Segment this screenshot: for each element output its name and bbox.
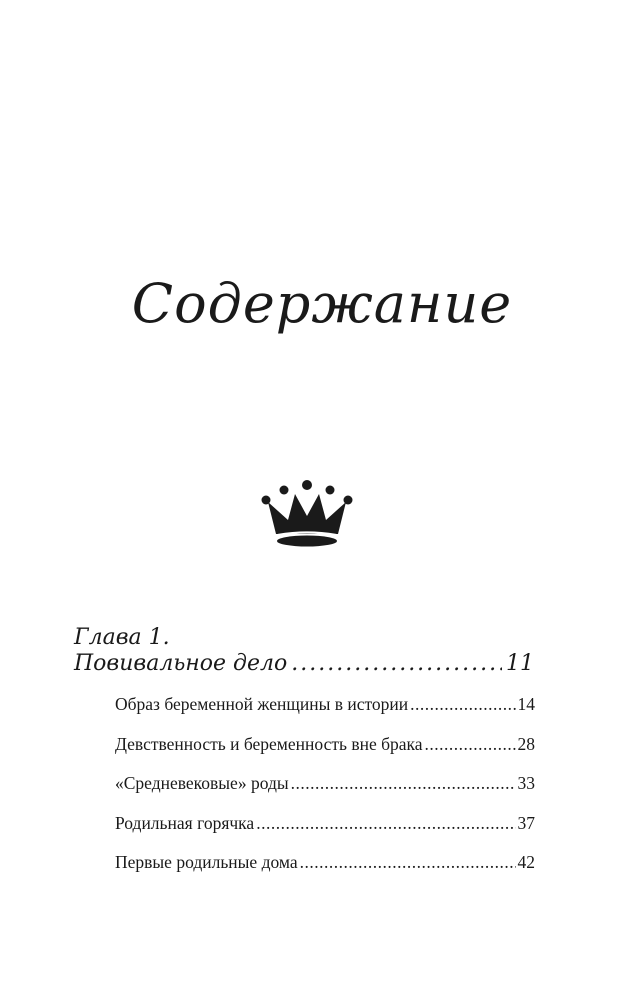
toc-list bbox=[115, 694, 535, 892]
toc-item bbox=[115, 694, 535, 734]
toc-item-title: Первые родильные дома bbox=[115, 852, 298, 872]
toc-item-page: 42 bbox=[517, 852, 535, 872]
toc-item-title: Родильная горячка bbox=[115, 812, 255, 833]
toc-item-title: Образ беременной женщины в истории bbox=[115, 694, 409, 714]
chapter-heading bbox=[74, 625, 534, 677]
chapter-label: Глава 1. bbox=[74, 625, 170, 650]
toc-item-page: 37 bbox=[517, 812, 535, 833]
dot-leader bbox=[291, 773, 516, 794]
toc-item-page: 14 bbox=[517, 694, 535, 714]
toc-item-page: 28 bbox=[517, 733, 535, 754]
chapter-entry bbox=[74, 651, 534, 677]
toc-item bbox=[115, 852, 535, 892]
dot-leader bbox=[425, 734, 516, 755]
toc-item-page: 33 bbox=[517, 773, 535, 793]
dot-leader bbox=[256, 813, 515, 834]
toc-item-title: Девственность и беременность вне брака bbox=[115, 733, 423, 754]
toc-item bbox=[115, 773, 535, 813]
dot-leader bbox=[300, 852, 516, 873]
chapter-page-number: 11 bbox=[506, 651, 534, 676]
toc-item-title: «Средневековые» роды bbox=[115, 773, 289, 793]
crown-icon bbox=[258, 476, 356, 548]
dot-leader bbox=[291, 651, 502, 677]
chapter-name: Повивальное дело bbox=[74, 651, 288, 676]
page-title: Содержание bbox=[131, 272, 513, 335]
dot-leader bbox=[410, 694, 515, 715]
toc-item bbox=[115, 734, 535, 774]
toc-item bbox=[115, 813, 535, 853]
